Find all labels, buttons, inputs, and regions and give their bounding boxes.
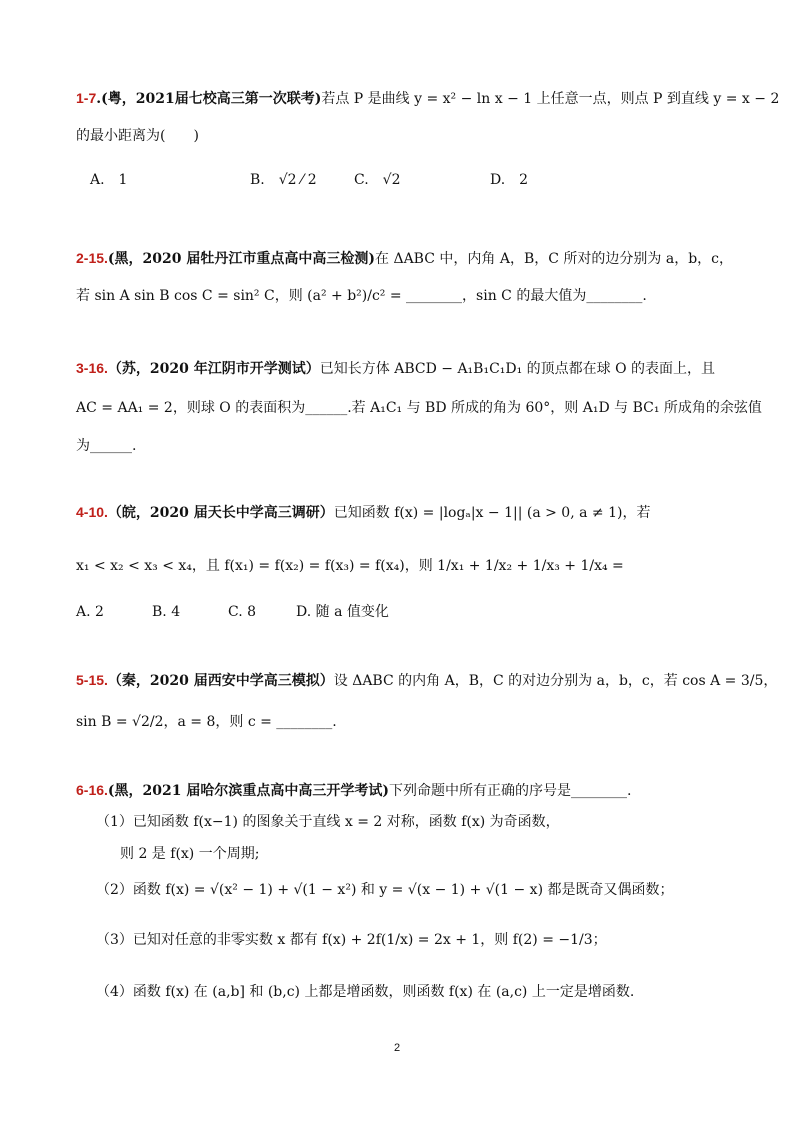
question-1-options	[90, 170, 690, 194]
question-3-line1	[76, 358, 754, 379]
page-number: 2	[393, 1042, 401, 1054]
question-number: 1-7	[76, 90, 97, 106]
question-source: （皖，2020 届天长中学高三调研）	[107, 505, 334, 521]
question-text: 若点 P 是曲线 y = x² − ln x − 1 上任意一点，则点 P 到直线 y = x − 2	[321, 91, 780, 107]
question-number: 3-16.	[76, 360, 108, 376]
question-2-line1	[76, 248, 754, 269]
option-c: C. √2	[354, 172, 401, 188]
question-2-line2: 若 sin A sin B cos C = sin² C，则 (a² + b²)/c² = ________，sin C 的最大值为________.	[76, 288, 647, 304]
question-4-line1	[76, 502, 754, 523]
question-text: 已知长方体 ABCD − A₁B₁C₁D₁ 的顶点都在球 O 的表面上，且	[319, 361, 716, 377]
option-c: C. 8	[228, 604, 257, 620]
question-6-line1	[76, 780, 754, 801]
question-6-item-1: （1）已知函数 f(x−1) 的图象关于直线 x = 2 对称，函数 f(x) 为奇函数，	[96, 814, 560, 830]
question-source: （秦，2020 届西安中学高三模拟）	[107, 673, 334, 689]
option-d: D. 2	[490, 172, 529, 188]
question-6-item-4: （4）函数 f(x) 在 (a,b] 和 (b,c) 上都是增函数，则函数 f(x) 在 (a,c) 上一定是增函数.	[96, 984, 635, 1000]
question-text: 在 ΔABC 中，内角 A，B，C 所对的边分别为 a，b，c，	[375, 251, 734, 267]
question-4-line2: x₁ < x₂ < x₃ < x₄，且 f(x₁) = f(x₂) = f(x₃) = f(x₄)，则 1/x₁ + 1/x₂ + 1/x₃ + 1/x₄ =	[76, 558, 624, 574]
question-number: 4-10.	[76, 504, 108, 520]
option-a: A. 1	[90, 172, 128, 188]
option-b: B. √2 ⁄ 2	[250, 172, 317, 188]
question-3-line2: AC = AA₁ = 2，则球 O 的表面积为______.若 A₁C₁ 与 BD 所成的角为 60°，则 A₁D 与 BC₁ 所成角的余弦值	[76, 400, 762, 416]
question-number: 5-15.	[76, 672, 108, 688]
question-1-line1	[76, 88, 780, 109]
option-a: A. 2	[76, 604, 104, 620]
question-text: 下列命题中所有正确的序号是________.	[389, 783, 632, 799]
question-4-options	[76, 602, 496, 626]
question-text: 设 ΔABC 的内角 A，B，C 的对边分别为 a，b，c，若 cos A = 3/5，	[333, 673, 778, 689]
question-6-item-2: （2）函数 f(x) = √(x² − 1) + √(1 − x²) 和 y = √(x − 1) + √(1 − x) 都是既奇又偶函数；	[96, 882, 674, 898]
question-6-item-1-continued: 则 2 是 f(x) 一个周期;	[120, 846, 260, 862]
question-3-line3: 为______.	[76, 438, 137, 454]
question-source: .(粤，2021届七校高三第一次联考)	[96, 91, 322, 107]
question-5-line2: sin B = √2/2，a = 8，则 c = ________.	[76, 714, 337, 730]
option-d: D. 随 a 值变化	[296, 604, 389, 620]
question-source: (黑，2021 届哈尔滨重点高中高三开学考试)	[107, 783, 390, 799]
question-1-line2: 的最小距离为( )	[76, 128, 199, 144]
question-number: 6-16.	[76, 782, 108, 798]
question-source: (黑，2020 届牡丹江市重点高中高三检测)	[107, 251, 376, 267]
question-number: 2-15.	[76, 250, 108, 266]
question-5-line1	[76, 670, 778, 691]
option-b: B. 4	[152, 604, 181, 620]
question-source: （苏，2020 年江阴市开学测试）	[107, 361, 320, 377]
question-6-item-3: （3）已知对任意的非零实数 x 都有 f(x) + 2f(1/x) = 2x + 1，则 f(2) = −1/3；	[96, 932, 607, 948]
question-text: 已知函数 f(x) = |logₐ|x − 1|| (a > 0, a ≠ 1)，若	[333, 505, 651, 521]
